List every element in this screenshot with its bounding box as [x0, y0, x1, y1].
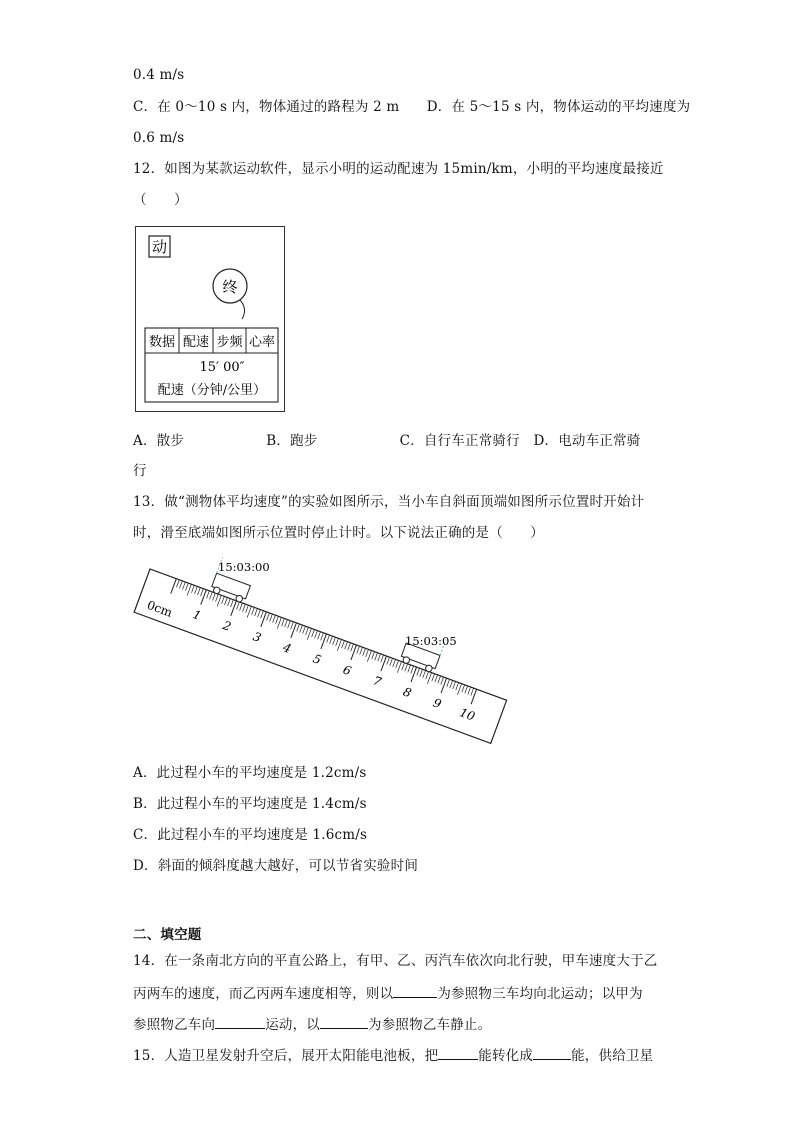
ruler-tick	[228, 599, 231, 607]
ruler-tick	[333, 637, 336, 645]
ruler-tick	[471, 689, 477, 704]
ruler-tick	[240, 603, 243, 611]
ruler-tick	[427, 673, 431, 684]
ruler-tick	[231, 601, 237, 616]
ruler-tick	[255, 609, 258, 617]
q15-line1-part3: 能，供给卫星	[571, 1048, 654, 1064]
tab-heart-rate: 心率	[248, 335, 276, 350]
ruler-tick	[426, 671, 429, 679]
q12-options-tail: 行	[133, 463, 147, 479]
q12-options: A．散步 B．跑步 C．自行车正常骑行 D．电动车正常骑	[133, 433, 641, 449]
ruler-tick	[252, 607, 255, 615]
q14-blank-2[interactable]	[215, 1014, 265, 1029]
q13-stem-line1: 13．做“测物体平均速度”的实验如图所示，当小车自斜面顶端如图所示位置时开始计	[133, 494, 645, 510]
ruler-tick	[366, 649, 369, 657]
ruler-tick	[183, 582, 186, 590]
incline-ruler-svg	[130, 556, 510, 756]
ruler-tick	[396, 660, 399, 668]
ruler-tick	[291, 623, 297, 638]
ruler-tick	[247, 606, 251, 617]
ruler-tick	[387, 657, 390, 665]
ruler-tick	[246, 605, 249, 613]
end-button-label: 终	[222, 278, 238, 296]
q14-line3-part3: 为参照物乙车静止。	[368, 1017, 492, 1033]
ruler-tick	[351, 645, 357, 660]
ruler-tick	[345, 642, 348, 650]
ruler-tick	[411, 667, 417, 682]
tab-pace: 配速	[182, 335, 210, 350]
ruler-tick	[453, 681, 456, 689]
ruler-number-label: 7	[371, 673, 384, 690]
ruler-tick	[438, 676, 441, 684]
ruler-number-label: 2	[221, 618, 234, 634]
q14-line2-part2: 为参照物三车均向北运动；以甲为	[437, 986, 643, 1002]
q11-option-d-tail: 0.6 m/s	[133, 130, 185, 146]
ruler-tick	[276, 616, 279, 624]
q14-blank-1[interactable]	[393, 983, 437, 998]
ruler-tick	[411, 666, 414, 674]
sports-app-figure	[135, 226, 285, 412]
ruler-tick	[327, 635, 330, 643]
q12-stem: 12．如图为某款运动软件，显示小明的运动配速为 15min/km，小明的平均速度最接近	[133, 161, 664, 177]
start-time-label: 15:03:00	[218, 560, 270, 574]
q14-line2	[133, 983, 643, 1003]
ruler-tick	[381, 656, 387, 671]
ruler-tick	[195, 586, 198, 594]
ruler-tick	[441, 678, 447, 693]
ruler-tick	[357, 646, 360, 654]
ruler-tick	[417, 668, 420, 676]
q13-option-c: C．此过程小车的平均速度是 1.6cm/s	[133, 827, 368, 843]
ruler-tick	[231, 600, 234, 608]
ruler-tick	[378, 654, 381, 662]
ruler-tick	[471, 688, 474, 696]
ruler-tick	[207, 591, 210, 599]
ruler-number-label: 10	[457, 705, 477, 724]
ruler-tick	[267, 613, 270, 621]
q14-line1: 14．在一条南北方向的平直公路上，有甲、乙、丙汽车依次向北行驶，甲车速度大于乙	[133, 953, 658, 969]
ruler-tick	[237, 602, 240, 610]
ruler-unit-label: 0cm	[145, 597, 175, 620]
end-time-label: 15:03:05	[405, 634, 457, 648]
q13-option-b: B．此过程小车的平均速度是 1.4cm/s	[133, 796, 367, 812]
tab-cadence: 步频	[216, 335, 243, 350]
ruler-tick	[307, 628, 311, 639]
ruler-tick	[258, 610, 261, 618]
ruler-tick	[315, 631, 318, 639]
ruler-tick	[222, 596, 225, 604]
ruler-tick	[456, 683, 459, 691]
ruler-tick	[330, 636, 333, 644]
ruler-tick	[312, 629, 315, 637]
ruler-tick	[277, 617, 281, 628]
q15-line1	[133, 1045, 653, 1065]
ruler-tick	[321, 633, 324, 641]
ruler-tick	[273, 615, 276, 623]
q13-option-a: A．此过程小车的平均速度是 1.2cm/s	[133, 765, 367, 781]
ruler-tick	[297, 624, 300, 632]
tab-data: 数据	[148, 335, 176, 350]
ruler-tick	[457, 684, 461, 695]
ruler-tick	[342, 641, 345, 649]
ruler-tick	[447, 679, 450, 687]
q11-option-b-tail: 0.4 m/s	[133, 67, 185, 83]
ruler-tick	[420, 669, 423, 677]
q14-line3	[133, 1014, 491, 1034]
q13-option-d: D．斜面的倾斜度越大越好，可以节省实验时间	[133, 858, 419, 874]
incline-ruler-figure	[130, 556, 510, 760]
ruler-tick	[393, 659, 396, 667]
ruler-number-label: 4	[281, 640, 294, 657]
ruler-tick	[243, 604, 246, 612]
q11-options-c-d: C．在 0～10 s 内，物体通过的路程为 2 m D．在 5～15 s 内，物体运动的平均速度为	[133, 99, 691, 115]
ruler-tick	[435, 675, 438, 683]
pace-value: 15′ 00″	[199, 360, 245, 375]
q14-line3-part2: 运动，以	[265, 1017, 321, 1033]
ruler-tick	[180, 581, 183, 589]
ruler-tick	[321, 634, 327, 649]
q15-line1-part1: 15．人造卫星发射升空后，展开太阳能电池板，把	[133, 1048, 439, 1064]
ruler-tick	[177, 580, 180, 588]
ruler-tick	[450, 680, 453, 688]
ruler-tick	[306, 627, 309, 635]
ruler-tick	[201, 589, 204, 597]
ruler-tick	[348, 643, 351, 651]
app-badge-label: 动	[151, 238, 168, 256]
ruler-tick	[441, 677, 444, 685]
ruler-tick	[216, 594, 219, 602]
ruler-tick	[282, 618, 285, 626]
ruler-number-label: 1	[190, 607, 203, 623]
ruler-number-label: 6	[341, 662, 354, 679]
ruler-tick	[201, 590, 207, 605]
q13-stem-line2: 时，滑至底端如图所示位置时停止计时。以下说法正确的是（ ）	[133, 525, 544, 541]
q14-blank-3[interactable]	[320, 1014, 368, 1029]
ruler-number-label: 8	[401, 684, 414, 701]
ruler-tick	[381, 655, 384, 663]
ruler-tick	[288, 621, 291, 629]
ruler-number-label: 9	[431, 695, 444, 712]
q14-line2-part1: 丙两车的速度，而乙丙两车速度相等，则以	[133, 986, 394, 1002]
ruler-tick	[270, 614, 273, 622]
ruler-tick	[198, 588, 201, 596]
ruler-tick	[291, 622, 294, 630]
ruler-tick	[372, 652, 375, 660]
ruler-number-label: 5	[311, 651, 324, 668]
ruler-tick	[261, 612, 267, 627]
ruler-tick	[217, 595, 221, 606]
ruler-tick	[367, 650, 371, 661]
ruler-tick	[390, 658, 393, 666]
ruler-tick	[225, 597, 228, 605]
q15-blank-2[interactable]	[533, 1045, 571, 1060]
ruler-tick	[375, 653, 378, 661]
q12-stem-parens: （ ）	[133, 192, 188, 208]
q15-line1-part2: 能转化成	[478, 1048, 534, 1064]
ruler-tick	[300, 625, 303, 633]
ruler-tick	[261, 611, 264, 619]
ruler-tick	[318, 632, 321, 640]
ruler-tick	[405, 664, 408, 672]
ruler-tick	[462, 685, 465, 693]
pace-unit-label: 配速（分钟/公里）	[157, 383, 267, 398]
ruler-tick	[336, 638, 339, 646]
ruler-tick	[351, 644, 354, 652]
ruler-tick	[186, 583, 189, 591]
ruler-tick	[363, 648, 366, 656]
ruler-tick	[210, 592, 213, 600]
q15-blank-1[interactable]	[438, 1045, 478, 1060]
ruler-tick	[402, 663, 405, 671]
ruler-tick	[187, 584, 191, 595]
ruler-tick	[192, 585, 195, 593]
ruler-tick	[468, 687, 471, 695]
ruler-tick	[171, 579, 177, 594]
ruler-tick	[397, 662, 401, 673]
ruler-tick	[303, 626, 306, 634]
ruler-number-label: 3	[251, 629, 264, 646]
ruler-tick	[337, 639, 341, 650]
ruler-tick	[465, 686, 468, 694]
section-title-fill-blank: 二、填空题	[133, 927, 202, 943]
ruler-tick	[360, 647, 363, 655]
ruler-tick	[432, 674, 435, 682]
ruler-tick	[285, 620, 288, 628]
q14-line3-part1: 参照物乙车向	[133, 1017, 216, 1033]
ruler-tick	[423, 670, 426, 678]
ruler-tick	[408, 665, 411, 673]
end-button-tail	[240, 300, 245, 319]
ruler-tick	[213, 593, 216, 601]
